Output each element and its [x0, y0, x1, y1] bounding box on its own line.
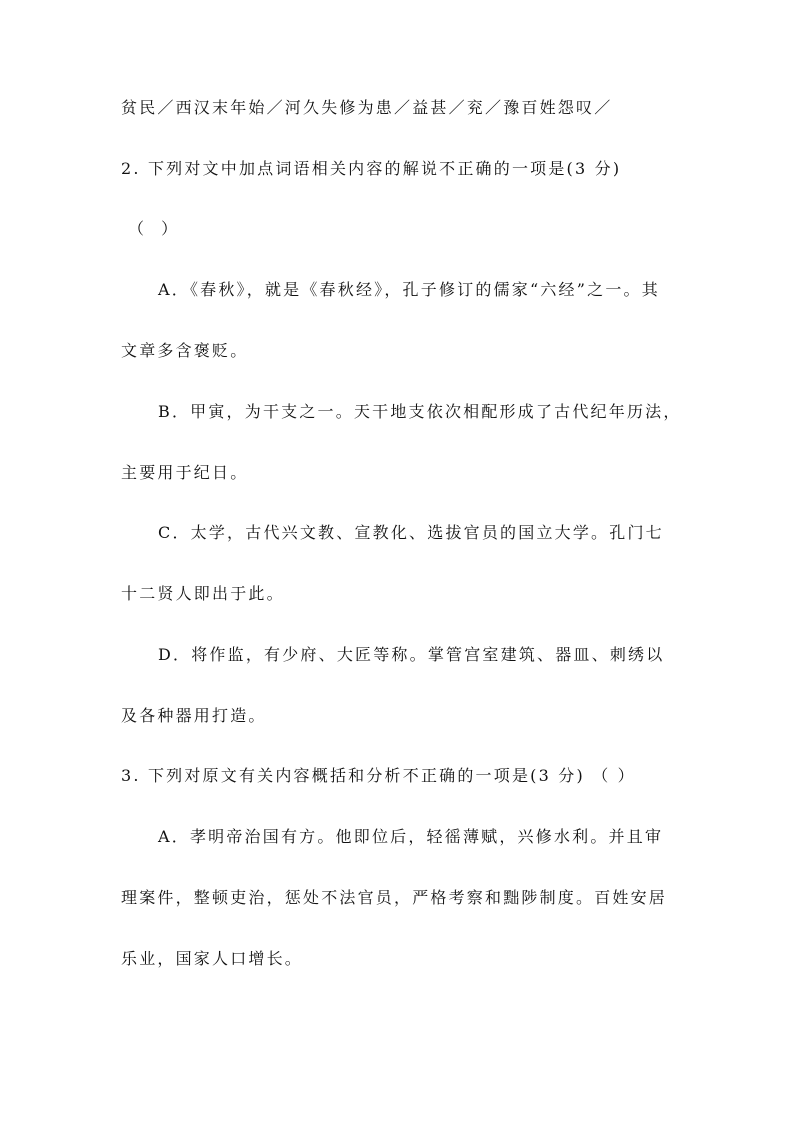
- sentence-segmentation-answer: 贫民／西汉末年始／河久失修为患／益甚／兖／豫百姓怨叹／: [121, 98, 613, 117]
- question-3-option-a-cont: 理案件，整顿吏治，惩处不法官员，严格考察和黜陟制度。百姓安居: [121, 888, 668, 907]
- question-2-option-d-cont: 及各种器用打造。: [121, 706, 267, 725]
- question-3-option-a: A．孝明帝治国有方。他即位后，轻徭薄赋，兴修水利。并且审: [158, 827, 664, 846]
- question-2-option-b: B．甲寅，为干支之一。天干地支依次相配形成了古代纪年历法，: [158, 402, 682, 421]
- question-3-option-a-cont-2: 乐业，国家人口增长。: [121, 949, 304, 968]
- question-2-option-a: A．《春秋》，就是《春秋经》，孔子修订的儒家“六经”之一。其: [158, 280, 660, 299]
- question-2-stem: 2. 下列对文中加点词语相关内容的解说不正确的一项是(3 分): [121, 159, 622, 178]
- question-2-answer-blank: （ ）: [128, 219, 184, 238]
- question-2-option-c: C．太学，古代兴文教、宣教化、选拔官员的国立大学。孔门七: [158, 523, 664, 542]
- question-2-option-d: D．将作监，有少府、大匠等称。掌管宫室建筑、器皿、刺绣以: [158, 645, 665, 664]
- question-2-option-c-cont: 十二贤人即出于此。: [121, 584, 285, 603]
- question-2-option-b-cont: 主要用于纪日。: [121, 463, 249, 482]
- question-3-stem: 3. 下列对原文有关内容概括和分析不正确的一项是(3 分) （ ）: [121, 766, 636, 785]
- question-2-option-a-cont: 文章多含褒贬。: [121, 341, 249, 360]
